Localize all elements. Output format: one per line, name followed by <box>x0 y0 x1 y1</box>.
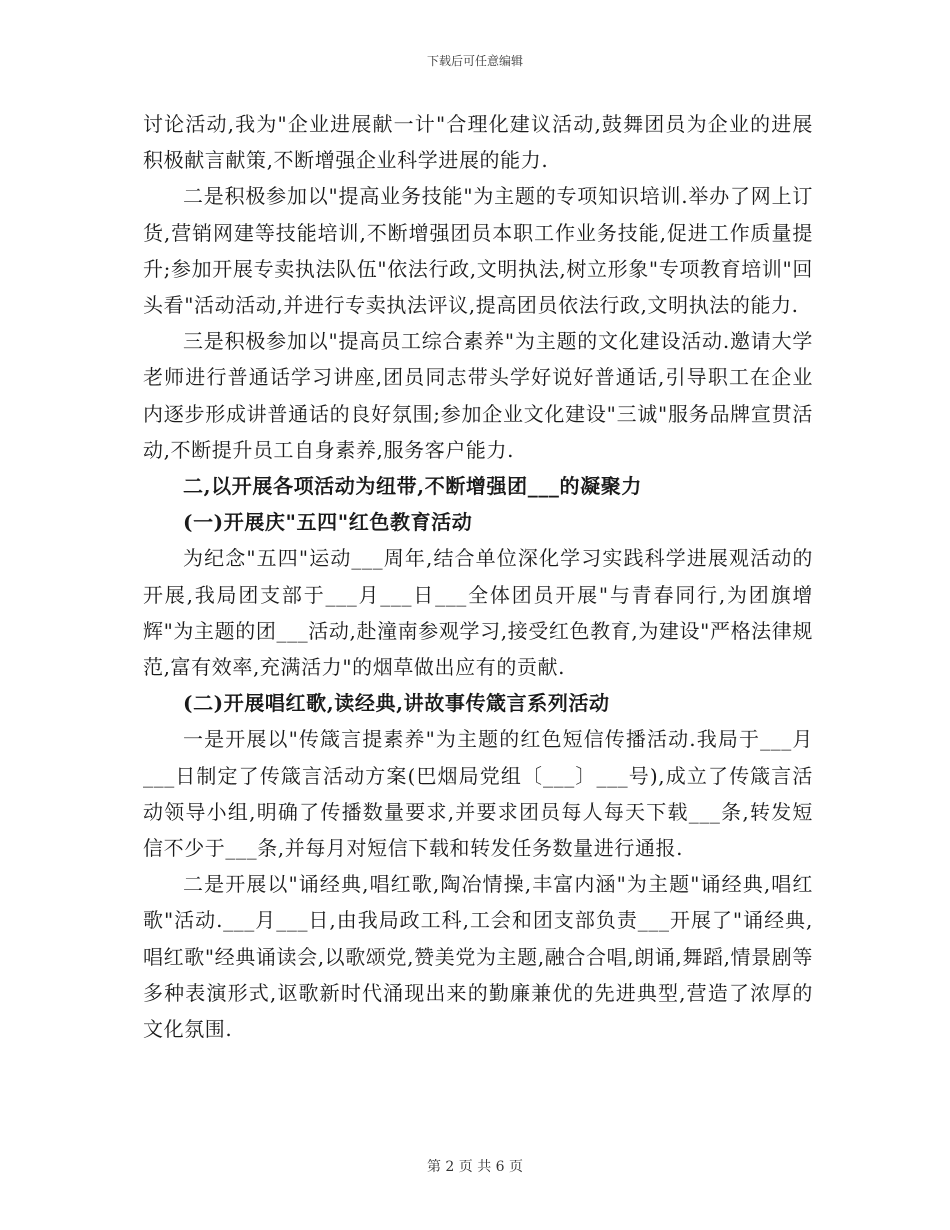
subsection-heading-1: (一)开展庆"五四"红色教育活动 <box>183 510 473 535</box>
section-heading-2: 二,以开展各项活动为纽带,不断增强团___的凝聚力 <box>183 474 642 499</box>
paragraph-business-skills: 二是积极参加以"提高业务技能"为主题的专项知识培训.举办了网上订货,营销网建等技能培训,不断增强团员本职工作业务技能,促进工作质量提升;参加开展专卖执法队伍"依法行政,文明执法,树立形象"专项教育培训"回头看"活动活动,并进行专卖执法评议,提高团员依法行政,文明执法的能力. <box>143 184 813 318</box>
page-footer: 第 2 页 共 6 页 <box>426 1159 524 1175</box>
page-header: 下载后可任意编辑 <box>426 54 523 68</box>
document-body <box>143 106 813 1047</box>
paragraph-may-fourth: 为纪念"五四"运动___周年,结合单位深化学习实践科学进展观活动的开展,我局团支部于___月___日___全体团员开展"与青春同行,为团旗增辉"为主题的团___活动,赴潼南参观学习,接受红色教育,为建设"严格法律规范,富有效率,充满活力"的烟草做出应有的贡献. <box>143 546 813 680</box>
paragraph-sms-campaign: 一是开展以"传箴言提素养"为主题的红色短信传播活动.我局于___月___日制定了传箴言活动方案(巴烟局党组〔___〕___号),成立了传箴言活动领导小组,明确了传播数量要求,并要求团员每人每天下载___条,转发短信不少于___条,并每月对短信下载和转发任务数量进行通报. <box>143 727 813 861</box>
paragraph-continuation: 讨论活动,我为"企业进展献一计"合理化建议活动,鼓舞团员为企业的进展积极献言献策,不断增强企业科学进展的能力. <box>143 112 813 173</box>
subsection-heading-2: (二)开展唱红歌,读经典,讲故事传箴言系列活动 <box>183 691 610 716</box>
paragraph-culture-building: 三是积极参加以"提高员工综合素养"为主题的文化建设活动.邀请大学老师进行普通话学习讲座,团员同志带头学好说好普通话,引导职工在企业内逐步形成讲普通话的良好氛围;参加企业文化建设"三诚"服务品牌宣贯活动,不断提升员工自身素养,服务客户能力. <box>143 329 813 462</box>
paragraph-classics-songs: 二是开展以"诵经典,唱红歌,陶冶情操,丰富内涵"为主题"诵经典,唱红歌"活动.___月___日,由我局政工科,工会和团支部负责___开展了"诵经典,唱红歌"经典诵读会,以歌颂党,赞美党为主题,融合合唱,朗诵,舞蹈,情景剧等多种表演形式,讴歌新时代涌现出来的勤廉兼优的先进典型,营造了浓厚的文化氛围. <box>143 872 813 1042</box>
